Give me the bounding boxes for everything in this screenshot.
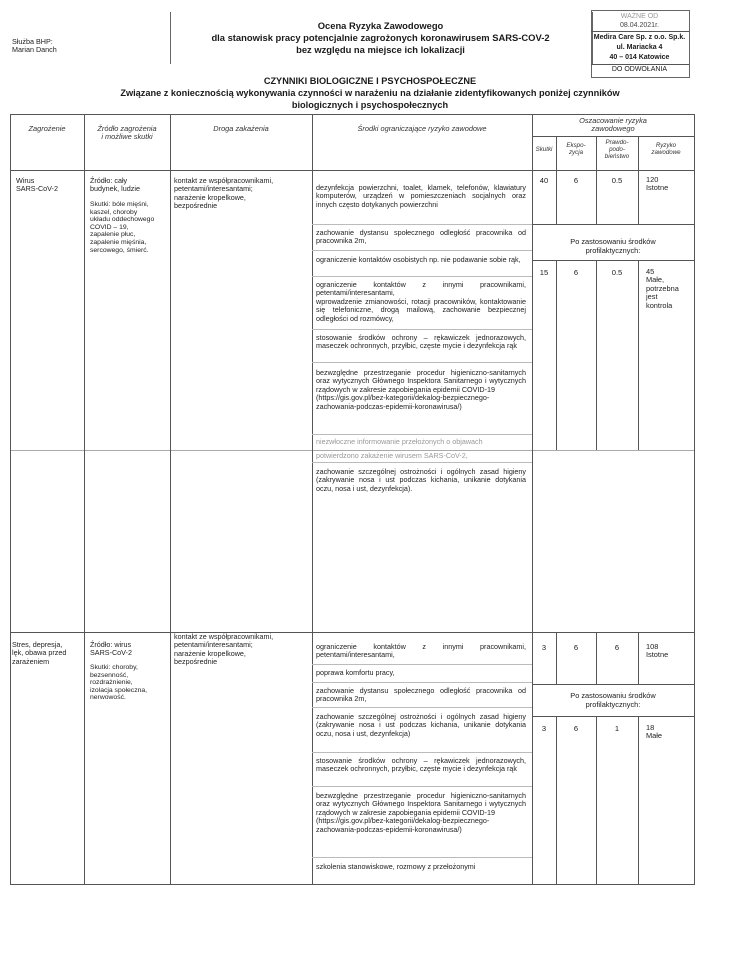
row2-after-exposure: 6 xyxy=(573,724,579,733)
section-subtitle-2: biologicznych i psychospołecznych xyxy=(291,100,449,110)
valid-from-label: WAŻNE OD xyxy=(620,13,659,20)
doc-title: Ocena Ryzyka Zawodowego xyxy=(317,20,444,31)
row1-measure-4: ograniczenie kontaktów z innymi pracownikami, petentami/interesantami, wprowadzenie zmianowości, rotacji pracowników, kontaktowanie się telefoniczne, drogą mailową, zachowanie bezpiecznej odległości od rozmówcy, xyxy=(316,280,526,323)
row2-after-effects: 3 xyxy=(541,724,547,733)
company-name: Medira Care Sp. z o.o. Sp.k. xyxy=(593,34,686,41)
col-probability: Prawdo- podo- bieństwo xyxy=(604,139,630,161)
col-exposure: Ekspo- zycja xyxy=(566,142,586,157)
row1-hazard: Wirus SARS-CoV-2 xyxy=(16,176,58,194)
row2-source: Źródło: wirus SARS-CoV-2 xyxy=(90,640,132,658)
row2-before-effects: 3 xyxy=(541,643,547,652)
valid-from-date: 08.04.2021r. xyxy=(620,22,659,29)
doc-title-line2: dla stanowisk pracy potencjalnie zagrożonych koronawirusem SARS-COV-2 xyxy=(211,32,550,43)
row1-measure-8: potwierdzono zakażenie wirusem SARS-CoV-2, xyxy=(316,451,468,460)
col-source: Źródło zagrożenia i możliwe skutki xyxy=(97,124,157,142)
row2-measure-7: szkolenia stanowiskowe, rozmowy z przełożonymi xyxy=(316,862,476,871)
row1-after-risk: 45 Małe, potrzebna jest kontrola xyxy=(646,267,679,310)
row2-measure-1: ograniczenie kontaktów z innymi pracownikami, petentami/interesantami, xyxy=(316,642,526,660)
row2-measure-5: stosowanie środków ochrony – rękawiczek jednorazowych, maseczek ochronnych, przyłbic, częste mycie i dezynfekcja rąk xyxy=(316,756,526,774)
row1-before-probability: 0.5 xyxy=(611,176,623,185)
col-measures: Środki ograniczające ryzyko zawodowe xyxy=(357,124,487,133)
row1-after-probability: 0.5 xyxy=(611,268,623,277)
row1-before-effects: 40 xyxy=(539,176,549,185)
row1-before-exposure: 6 xyxy=(573,176,579,185)
row1-measure-3: ograniczenie kontaktów osobistych np. nie podawanie sobie rąk, xyxy=(316,255,521,264)
col-risk: Ryzyko zawodowe xyxy=(651,142,681,157)
row1-source: Źródło: cały budynek, ludzie xyxy=(90,176,140,194)
row1-measure-2: zachowanie dystansu społecznego odległość pracownika od pracownika 2m, xyxy=(316,228,526,246)
row2-measure-6: bezwzględne przestrzeganie procedur higieniczno-sanitarnych oraz wytycznych Głównego Inspektora Sanitarnego i wytycznych rządowych w zakresie zapobiegania epidemii COVID-19 (https://gis.gov.pl/bez-kategorii/dekalog-bezpiecznego-zachowania-podczas-epidemii-koronawirusa/) xyxy=(316,791,526,834)
row2-route: kontakt ze współpracownikami, petentami/interesantami; narażenie kropelkowe, bezpośrednie xyxy=(174,632,274,667)
row2-hazard: Stres, depresja, lęk, obawa przed zarażeniem xyxy=(12,640,67,666)
header-left: Służba BHP: Marian Danch xyxy=(12,37,57,55)
section-subtitle-1: Związane z koniecznością wykonywania czynności w narażeniu na działanie zidentyfikowanych poniżej czynników xyxy=(120,88,620,98)
valid-until: DO ODWOŁANIA xyxy=(611,66,668,73)
row1-measure-1: dezynfekcja powierzchni, toalet, klamek, telefonów, klawiatury komputerów, urządzeń w pomieszczeniach socjalnych oraz innych często dotykanych powierzchni xyxy=(316,183,526,209)
section-title: CZYNNIKI BIOLOGICZNE I PSYCHOSPOŁECZNE xyxy=(263,76,477,86)
col-hazard: Zagrożenie xyxy=(28,124,66,133)
doc-title-line3: bez względu na miejsce ich lokalizacji xyxy=(296,44,465,55)
row1-measure-6: bezwzględne przestrzeganie procedur higieniczno-sanitarnych oraz wytycznych Głównego Inspektora Sanitarnego i wytycznych rządowych w zakresie zapobiegania epidemii COVID-19 (https://gis.gov.pl/bez-kategorii/dekalog-bezpiecznego-zachowania-podczas-epidemii-koronawirusa/) xyxy=(316,368,526,411)
row1-before-risk: 120 Istotne xyxy=(646,175,669,193)
company-city: 40 – 014 Katowice xyxy=(609,54,670,61)
row2-measure-2: poprawa komfortu pracy, xyxy=(316,668,395,677)
row1-measure-5: stosowanie środków ochrony – rękawiczek jednorazowych, maseczek ochronnych, przyłbic, częste mycie i dezynfekcja rąk xyxy=(316,333,526,351)
col-effects: Skutki xyxy=(535,146,553,153)
row1-after-exposure: 6 xyxy=(573,268,579,277)
row2-after-probability: 1 xyxy=(614,724,620,733)
row1-after-effects: 15 xyxy=(539,268,549,277)
row2-measure-3: zachowanie dystansu społecznego odległość pracownika od pracownika 2m, xyxy=(316,686,526,704)
col-route: Droga zakażenia xyxy=(213,124,269,133)
row2-before-probability: 6 xyxy=(614,643,620,652)
company-street: ul. Mariacka 4 xyxy=(616,44,663,51)
row2-after-risk: 18 Małe xyxy=(646,723,663,741)
row2-before-exposure: 6 xyxy=(573,643,579,652)
row2-before-risk: 108 Istotne xyxy=(646,642,669,660)
row1-after-label: Po zastosowaniu środków profilaktycznych: xyxy=(570,237,656,255)
col-risk-group: Oszacowanie ryzyka zawodowego xyxy=(579,116,647,134)
row1-effects: Skutki: bóle mięśni, kaszel, choroby układu oddechowego COVID – 19, zapalenie płuc, zapalenie mięśnia, sercowego, śmierć. xyxy=(90,201,155,254)
row2-measure-4: zachowanie szczególnej ostrożności i ogólnych zasad higieny (zakrywanie nosa i ust podczas kichania, unikanie dotykania oczu, nosa i ust, dezynfekcja) xyxy=(316,712,526,738)
row1-measure-9: zachowanie szczególnej ostrożności i ogólnych zasad higieny (zakrywanie nosa i ust podczas kichania, unikanie dotykania oczu, nosa i ust, dezynfekcja). xyxy=(316,467,526,493)
row2-after-label: Po zastosowaniu środków profilaktycznych: xyxy=(570,691,656,709)
row1-measure-7: niezwłoczne informowanie przełożonych o objawach xyxy=(316,437,483,446)
row1-route: kontakt ze współpracownikami, petentami/interesantami; narażenie kropelkowe, bezpośrednie xyxy=(174,176,274,211)
row2-effects: Skutki: choroby, bezsenność, rozdrażnienie, izolacja społeczna, nerwowość. xyxy=(90,664,148,702)
